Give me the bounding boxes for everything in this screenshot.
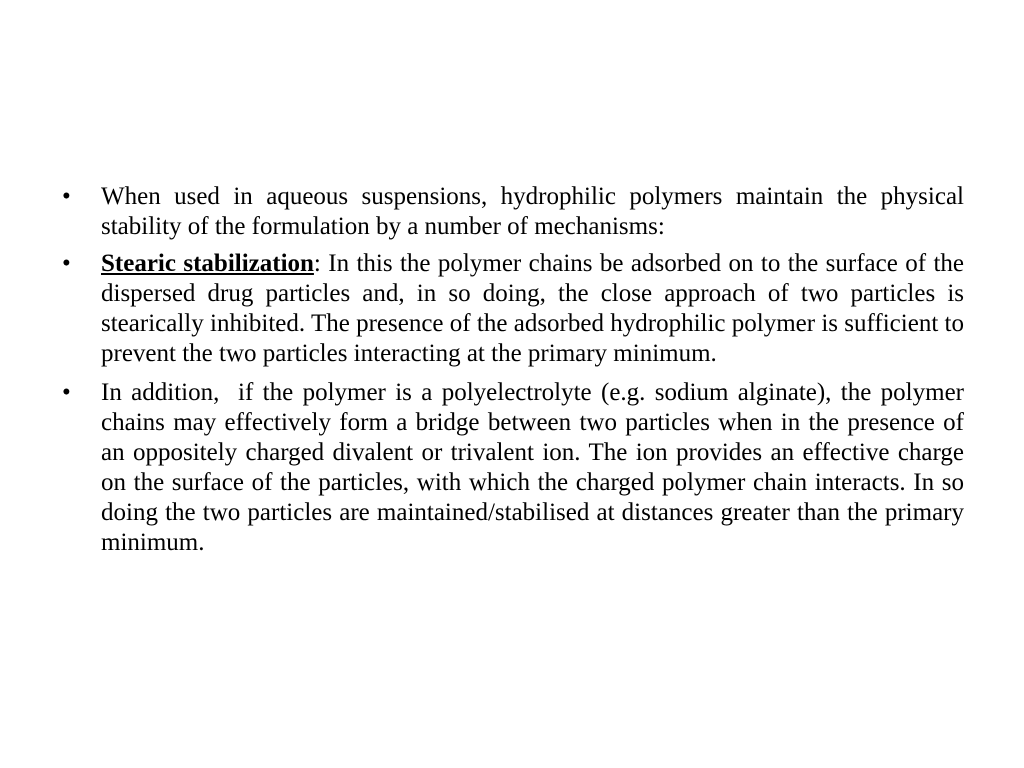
bullet-list xyxy=(62,182,971,565)
bullet-icon: • xyxy=(62,183,71,210)
bullet-item-mechanisms xyxy=(62,182,964,242)
bullet-item-polyelectrolyte xyxy=(62,378,971,558)
bullet-text: When used in aqueous suspensions, hydrophilic polymers maintain the physical stability of the formulation by a number of mechanisms: xyxy=(101,183,964,240)
bullet-term: Stearic stabilization xyxy=(101,250,314,277)
bullet-icon: • xyxy=(62,250,71,277)
bullet-text: : In this the polymer chains be adsorbed on to the surface of the dispersed drug particles and, in so doing, the close approach of two particles is stearically inhibited. The presence of the adsorbed hydrophilic polymer is sufficient to prevent the two particles interacting at the primary minimum. xyxy=(101,250,964,367)
bullet-icon: • xyxy=(62,379,71,406)
bullet-item-stearic-stabilization xyxy=(62,249,964,369)
bullet-text: In addition, if the polymer is a polyelectrolyte (e.g. sodium alginate), the polymer chains may effectively form a bridge between two particles when in the presence of an oppositely charged divalent or trivalent ion. The ion provides an effective charge on the surface of the particles, with which the charged polymer chain interacts. In so doing the two particles are maintained/stabilised at distances greater than the primary minimum. xyxy=(101,379,971,556)
